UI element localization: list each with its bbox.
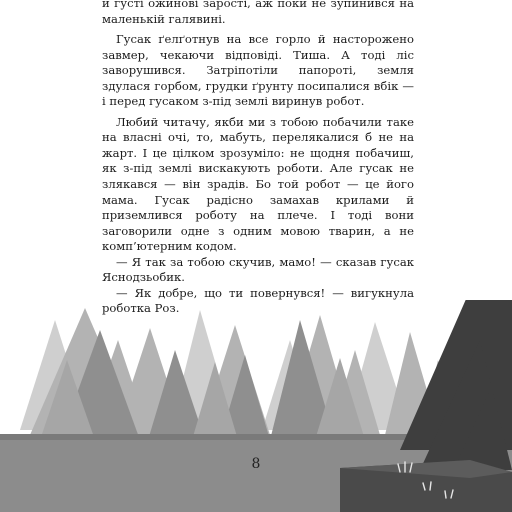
paragraph-2: Гусак ґелґотнув на все горло й насторожено завмер, чекаючи відповіді. Тиша. А тоді ліс заворушився. Затріпотіли папороті, земля здулася горбом, грудки ґрунту посипалися вбік — і перед гусаком з-під землі виринув робот.: [102, 32, 414, 109]
story-text: [102, 0, 414, 317]
page-number: 8: [251, 456, 261, 472]
paragraph-3: Любий читачу, якби ми з тобою побачили таке на власні очі, то, мабуть, перелякалися б не на жарт. І це цілком зрозуміло: не щодня побачиш, як з-під землі вискакують роботи. Але гусак не злякався — він зрадів. Бо той робот — це його мама. Гусак радісно замахав крилами й приземлився роботу на плече. І тоді вони заговорили одне з одним мовою тварин, а не комп’ютерним кодом.: [102, 114, 414, 254]
paragraph-4: — Я так за тобою скучив, мамо! — сказав гусак Яснодзьобик.: [102, 254, 414, 285]
paragraph-1: й густі ожинові зарості, аж поки не зупинився на маленькій галявині.: [102, 0, 414, 26]
paragraph-5: — Як добре, що ти повернувся! — вигукнула роботка Роз.: [102, 285, 414, 316]
forest-illustration: [0, 300, 512, 512]
